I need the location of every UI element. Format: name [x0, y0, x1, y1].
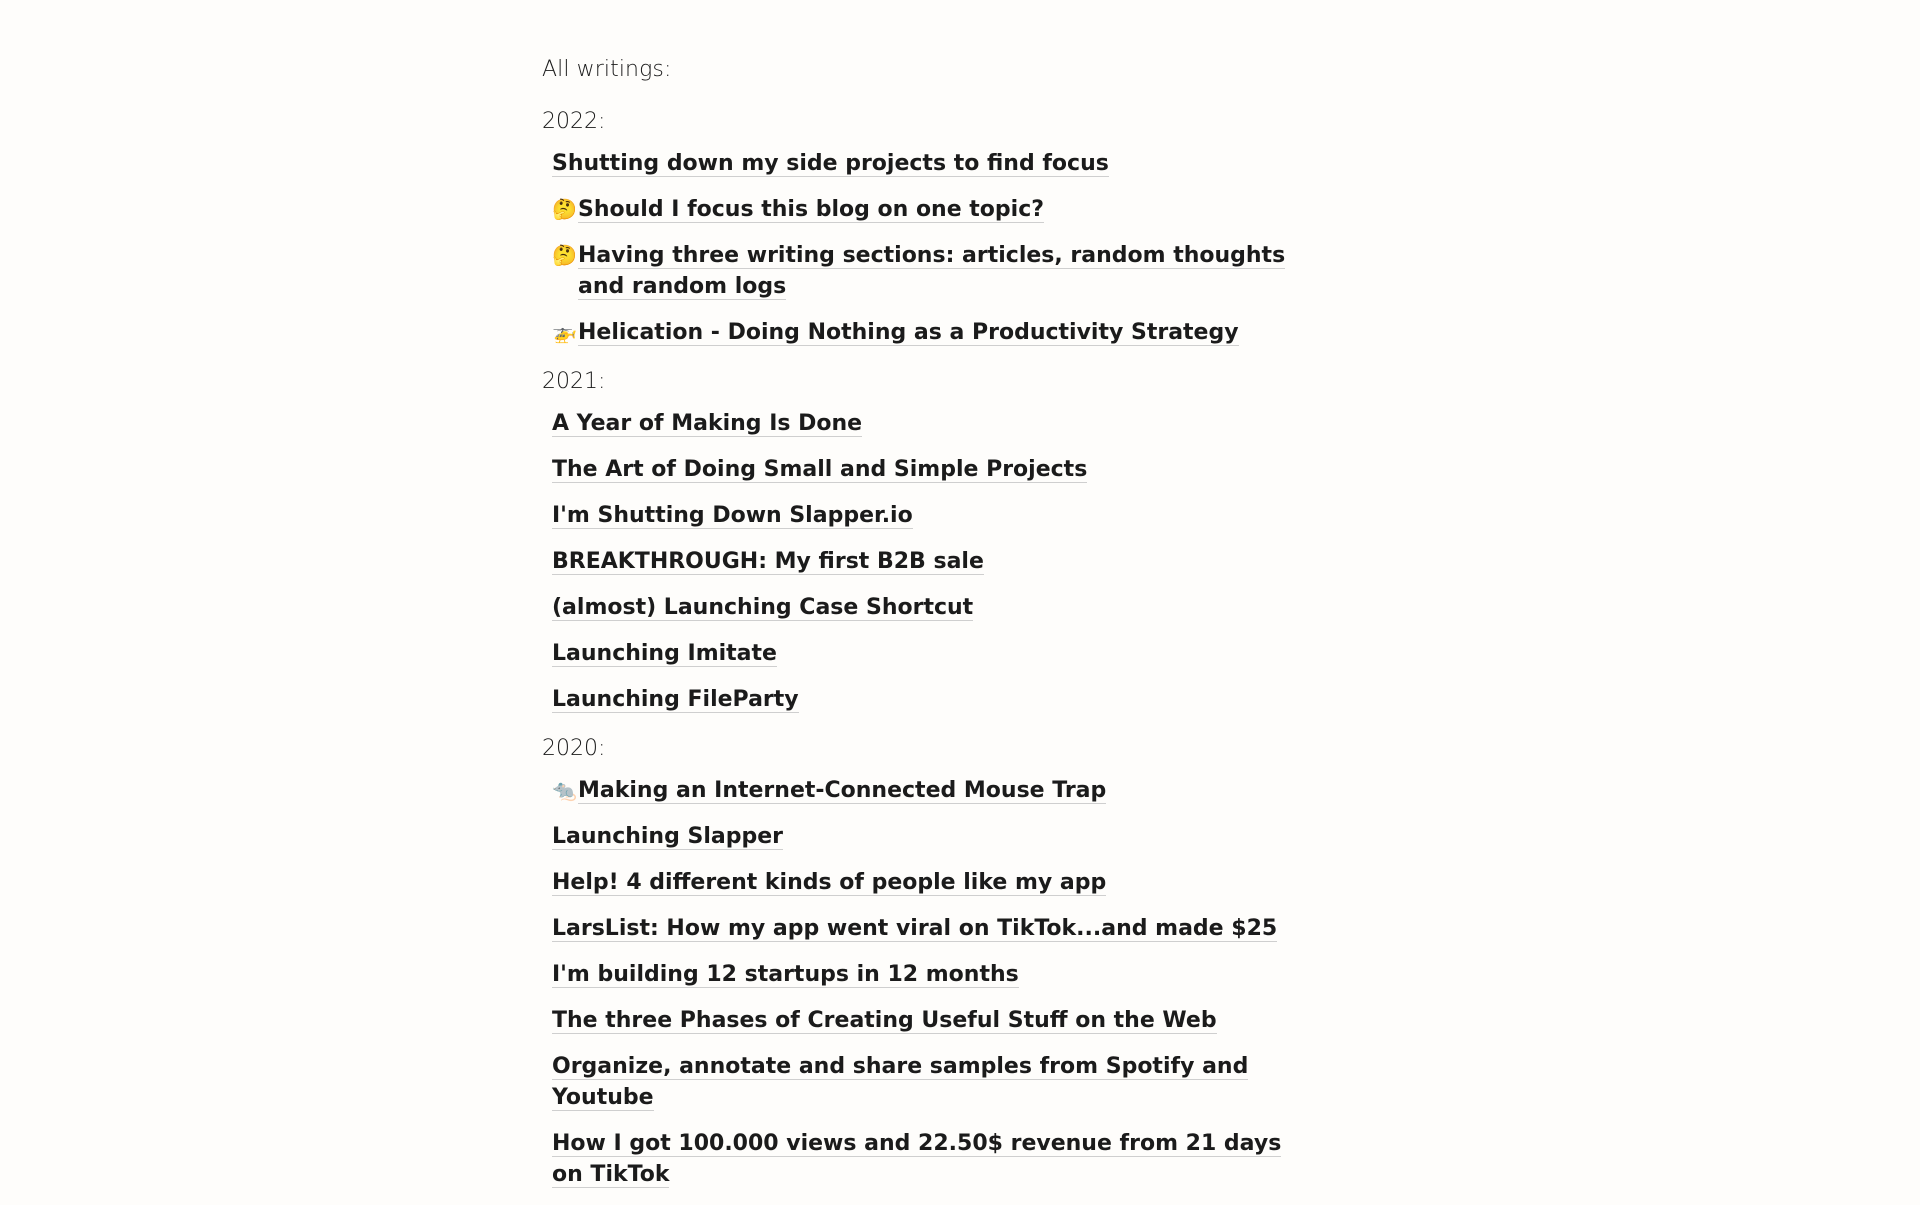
list-item — [552, 1051, 1302, 1113]
post-link[interactable]: BREAKTHROUGH: My first B2B sale — [552, 549, 984, 574]
year-heading: 2022: — [542, 109, 606, 134]
post-link[interactable]: Launching FileParty — [552, 687, 799, 712]
year-sections — [542, 104, 1302, 1190]
list-item — [552, 959, 1302, 990]
post-link[interactable]: Shutting down my side projects to find focus — [552, 151, 1109, 176]
post-link[interactable]: Should I focus this blog on one topic? — [578, 197, 1045, 222]
list-item — [552, 775, 1302, 806]
list-item — [552, 821, 1302, 852]
post-emoji-icon: 🚁 — [552, 320, 577, 344]
list-item — [552, 1005, 1302, 1036]
list-item — [552, 1128, 1302, 1190]
list-item — [552, 592, 1302, 623]
post-link[interactable]: Launching Imitate — [552, 641, 777, 666]
post-link-wrap — [552, 500, 913, 531]
post-link-wrap — [578, 194, 1044, 225]
post-link-wrap — [552, 592, 973, 623]
post-link-wrap — [552, 638, 777, 669]
post-link[interactable]: (almost) Launching Case Shortcut — [552, 595, 974, 620]
list-item — [552, 317, 1302, 348]
year-heading: 2020: — [542, 736, 606, 761]
post-link-wrap — [552, 821, 783, 852]
post-link-wrap — [578, 317, 1239, 348]
list-item — [552, 500, 1302, 531]
list-item — [552, 454, 1302, 485]
post-link-wrap — [552, 867, 1106, 898]
list-item — [552, 913, 1302, 944]
list-item — [552, 867, 1302, 898]
post-link[interactable]: Launching Slapper — [552, 824, 783, 849]
post-link-wrap — [552, 913, 1277, 944]
post-link[interactable]: Help! 4 different kinds of people like my app — [552, 870, 1107, 895]
list-item — [552, 240, 1302, 302]
post-link[interactable]: Helication - Doing Nothing as a Productivity Strategy — [578, 320, 1239, 345]
year-heading: 2021: — [542, 369, 606, 394]
post-emoji-icon: 🐀 — [552, 778, 577, 802]
post-list — [542, 775, 1302, 1190]
post-link[interactable]: I'm building 12 startups in 12 months — [552, 962, 1019, 987]
writings-list — [542, 52, 1302, 1205]
post-link-wrap — [552, 454, 1087, 485]
post-link-wrap — [578, 240, 1302, 302]
post-link-wrap — [552, 959, 1019, 990]
post-link-wrap — [552, 546, 984, 577]
post-emoji-icon: 🤔 — [552, 243, 577, 267]
post-emoji-icon: 🤔 — [552, 197, 577, 221]
post-list — [542, 148, 1302, 348]
post-link[interactable]: LarsList: How my app went viral on TikTok...and made $25 — [552, 916, 1278, 941]
post-link[interactable]: The Art of Doing Small and Simple Projects — [552, 457, 1088, 482]
post-link[interactable]: Having three writing sections: articles, random thoughts and random logs — [578, 243, 1286, 299]
page-heading: All writings: — [542, 57, 672, 82]
list-item — [552, 408, 1302, 439]
post-link-wrap — [552, 1051, 1302, 1113]
list-item — [552, 684, 1302, 715]
list-item — [552, 638, 1302, 669]
list-item — [552, 148, 1302, 179]
post-link-wrap — [552, 1005, 1217, 1036]
post-link[interactable]: The three Phases of Creating Useful Stuff on the Web — [552, 1008, 1217, 1033]
post-link-wrap — [552, 684, 799, 715]
post-link-wrap — [552, 408, 862, 439]
post-link[interactable]: I'm Shutting Down Slapper.io — [552, 503, 913, 528]
list-item — [552, 546, 1302, 577]
post-link-wrap — [578, 775, 1106, 806]
post-list — [542, 408, 1302, 715]
post-link[interactable]: Organize, annotate and share samples from Spotify and Youtube — [552, 1054, 1249, 1110]
post-link-wrap — [552, 148, 1109, 179]
post-link[interactable]: How I got 100.000 views and 22.50$ revenue from 21 days on TikTok — [552, 1131, 1282, 1187]
post-link[interactable]: Making an Internet-Connected Mouse Trap — [578, 778, 1107, 803]
post-link[interactable]: A Year of Making Is Done — [552, 411, 863, 436]
post-link-wrap — [552, 1128, 1302, 1190]
list-item — [552, 194, 1302, 225]
